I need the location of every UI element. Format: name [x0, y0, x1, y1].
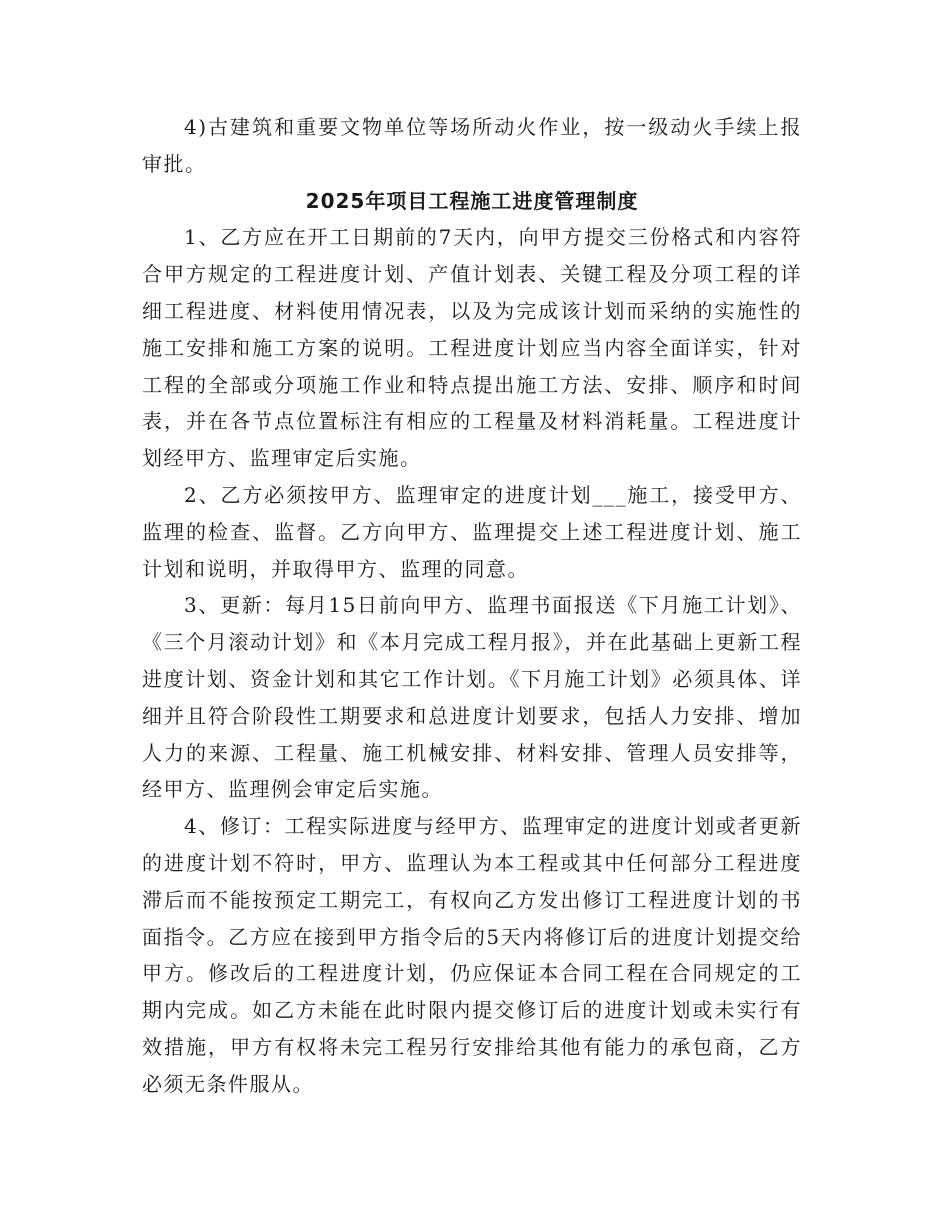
document-title: 2025年项目工程施工进度管理制度: [305, 188, 639, 213]
intro-paragraph: 4)古建筑和重要文物单位等场所动火作业，按一级动火手续上报审批。: [142, 115, 802, 176]
paragraph-3: 3、更新：每月15日前向甲方、监理书面报送《下月施工计划》、《三个月滚动计划》和《本月完成工程月报》，并在此基础上更新工程进度计划、资金计划和其它工作计划。《下月施工计划》必须具体、详细并且符合阶段性工期要求和总进度计划要求，包括人力安排、增加人力的来源、工程量、施工机械安排、材料安排、管理人员安排等，经甲方、监理例会审定后实施。: [142, 593, 802, 802]
paragraph-1: 1、乙方应在开工日期前的7天内，向甲方提交三份格式和内容符合甲方规定的工程进度计划、产值计划表、关键工程及分项工程的详细工程进度、材料使用情况表，以及为完成该计划而采纳的实施性的施工安排和施工方案的说明。工程进度计划应当内容全面详实，针对工程的全部或分项施工作业和特点提出施工方法、安排、顺序和时间表，并在各节点位置标注有相应的工程量及材料消耗量。工程进度计划经甲方、监理审定后实施。: [142, 225, 802, 471]
document-body: [142, 109, 802, 1103]
paragraph-4: 4、修订：工程实际进度与经甲方、监理审定的进度计划或者更新的进度计划不符时，甲方、监理认为本工程或其中任何部分工程进度滞后而不能按预定工期完工，有权向乙方发出修订工程进度计划的书面指令。乙方应在接到甲方指令后的5天内将修订后的进度计划提交给甲方。修改后的工程进度计划，仍应保证本合同工程在合同规定的工期内完成。如乙方未能在此时限内提交修订后的进度计划或未实行有效措施，甲方有权将未完工程另行安排给其他有能力的承包商，乙方必须无条件服从。: [142, 814, 802, 1096]
paragraph-2: 2、乙方必须按甲方、监理审定的进度计划___施工，接受甲方、监理的检查、监督。乙方向甲方、监理提交上述工程进度计划、施工计划和说明，并取得甲方、监理的同意。: [142, 482, 802, 581]
